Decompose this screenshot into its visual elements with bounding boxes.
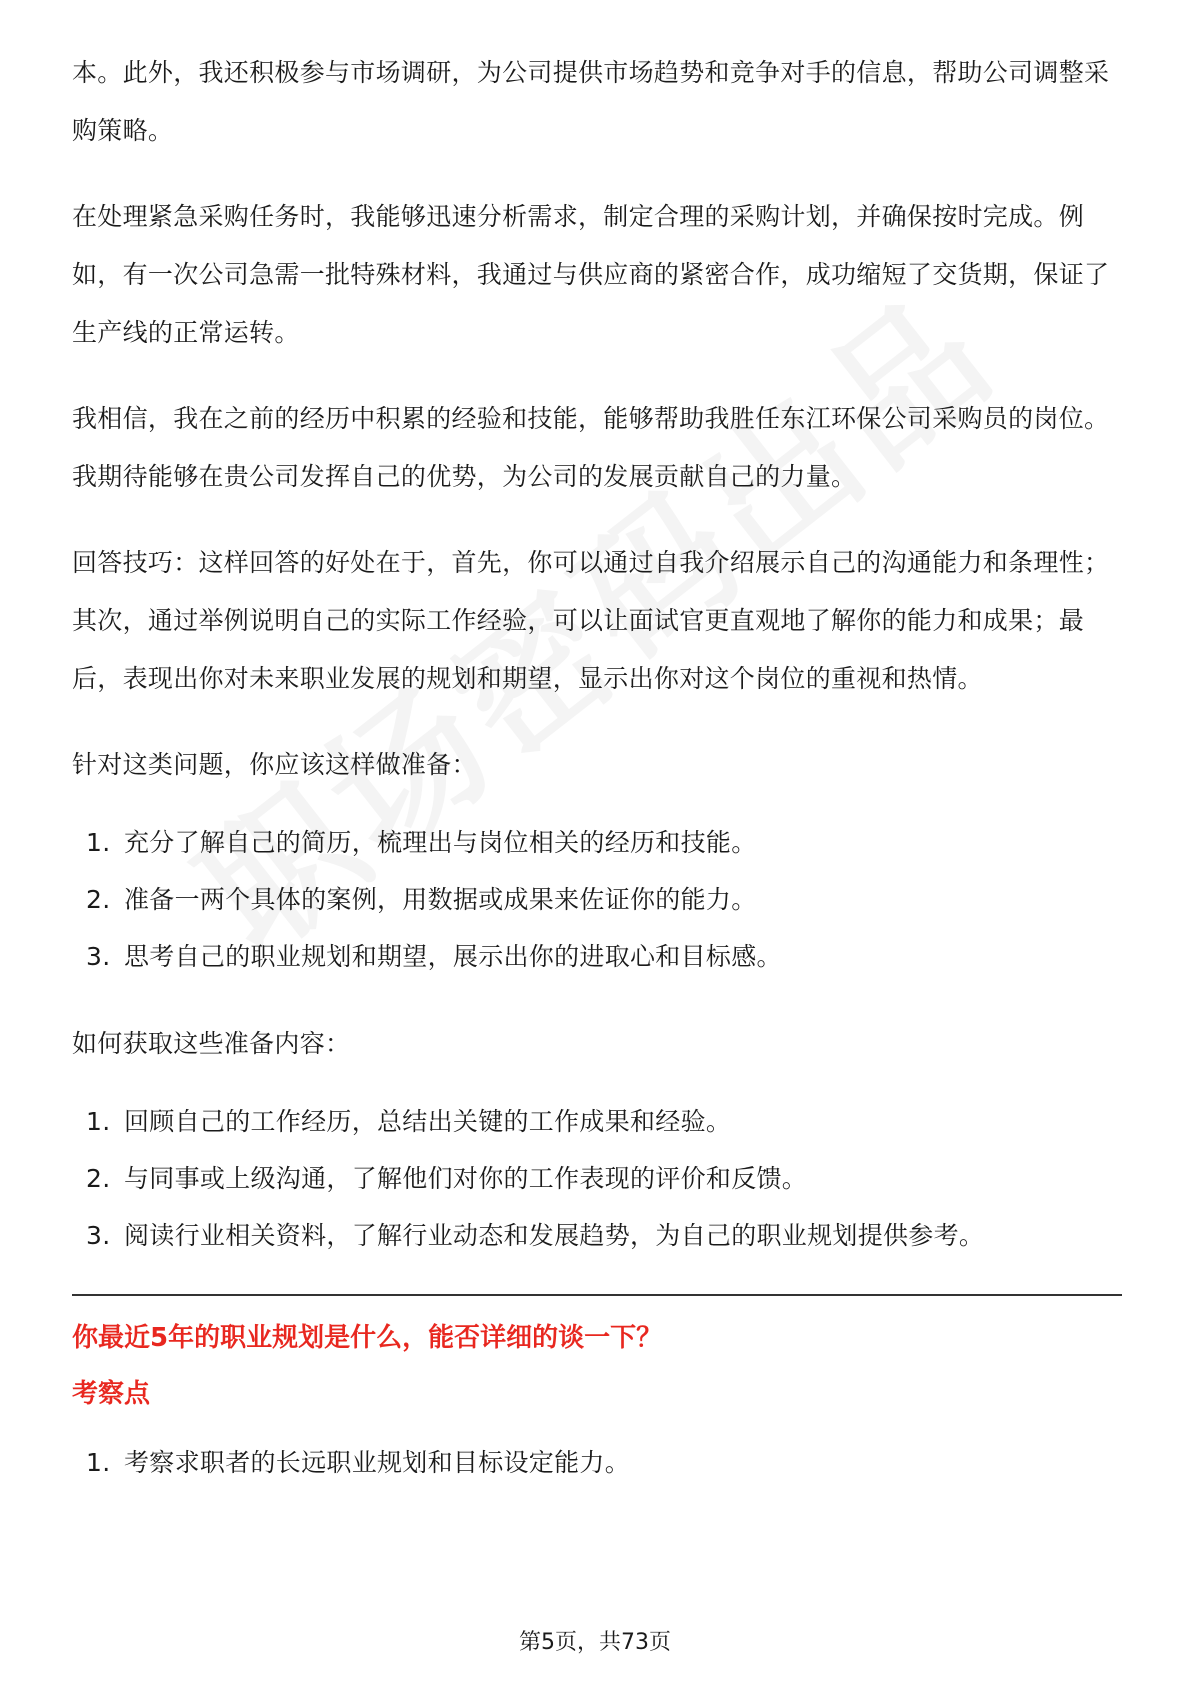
paragraph-2: 在处理紧急采购任务时，我能够迅速分析需求，制定合理的采购计划，并确保按时完成。例如，有一次公司急需一批特殊材料，我通过与供应商的紧密合作，成功缩短了交货期，保证了生产线的正常运转。 [72,202,1110,347]
document-page [72,44,1122,1521]
list-number: 3. [86,942,111,971]
question-heading: 你最近5年的职业规划是什么，能否详细的谈一下？ [72,1323,663,1353]
paragraph-answer-tips: 回答技巧：这样回答的好处在于，首先，你可以通过自我介绍展示自己的沟通能力和条理性；其次，通过举例说明自己的实际工作经验，可以让面试官更直观地了解你的能力和成果；最后，表现出你对未来职业发展的规划和期望，显示出你对这个岗位的重视和热情。 [72,548,1110,693]
prep-list [72,814,1122,985]
paragraph-prep-intro: 针对这类问题，你应该这样做准备： [72,750,477,779]
list-item [72,928,1122,985]
list-item-text: 准备一两个具体的案例，用数据或成果来佐证你的能力。 [124,885,757,914]
source-list [72,1093,1122,1264]
list-item [72,1207,1122,1264]
list-item-text: 回顾自己的工作经历，总结出关键的工作成果和经验。 [124,1107,732,1136]
subheading-assessment-points: 考察点 [72,1379,151,1409]
list-item [72,814,1122,871]
paragraph-3: 我相信，我在之前的经历中积累的经验和技能，能够帮助我胜任东江环保公司采购员的岗位。我期待能够在贵公司发挥自己的优势，为公司的发展贡献自己的力量。 [72,404,1110,491]
section-divider [72,1294,1122,1296]
list-number: 1. [86,828,111,857]
list-item-text: 与同事或上级沟通，了解他们对你的工作表现的评价和反馈。 [124,1164,808,1193]
list-item-text: 阅读行业相关资料，了解行业动态和发展趋势，为自己的职业规划提供参考。 [124,1221,985,1250]
list-number: 1. [86,1107,111,1136]
list-item-text: 思考自己的职业规划和期望，展示出你的进取心和目标感。 [124,942,782,971]
list-number: 1. [86,1448,111,1477]
assessment-points-list [72,1434,1122,1491]
list-item [72,871,1122,928]
list-item-text: 充分了解自己的简历，梳理出与岗位相关的经历和技能。 [124,828,757,857]
list-number: 2. [86,1164,111,1193]
list-item [72,1434,1122,1491]
list-item [72,1093,1122,1150]
list-number: 3. [86,1221,111,1250]
list-number: 2. [86,885,111,914]
list-item [72,1150,1122,1207]
paragraph-source-intro: 如何获取这些准备内容： [72,1029,351,1058]
list-item-text: 考察求职者的长远职业规划和目标设定能力。 [124,1448,631,1477]
paragraph-1: 本。此外，我还积极参与市场调研，为公司提供市场趋势和竞争对手的信息，帮助公司调整采购策略。 [72,58,1110,145]
page-number-footer: 第5页，共73页 [519,1630,671,1655]
